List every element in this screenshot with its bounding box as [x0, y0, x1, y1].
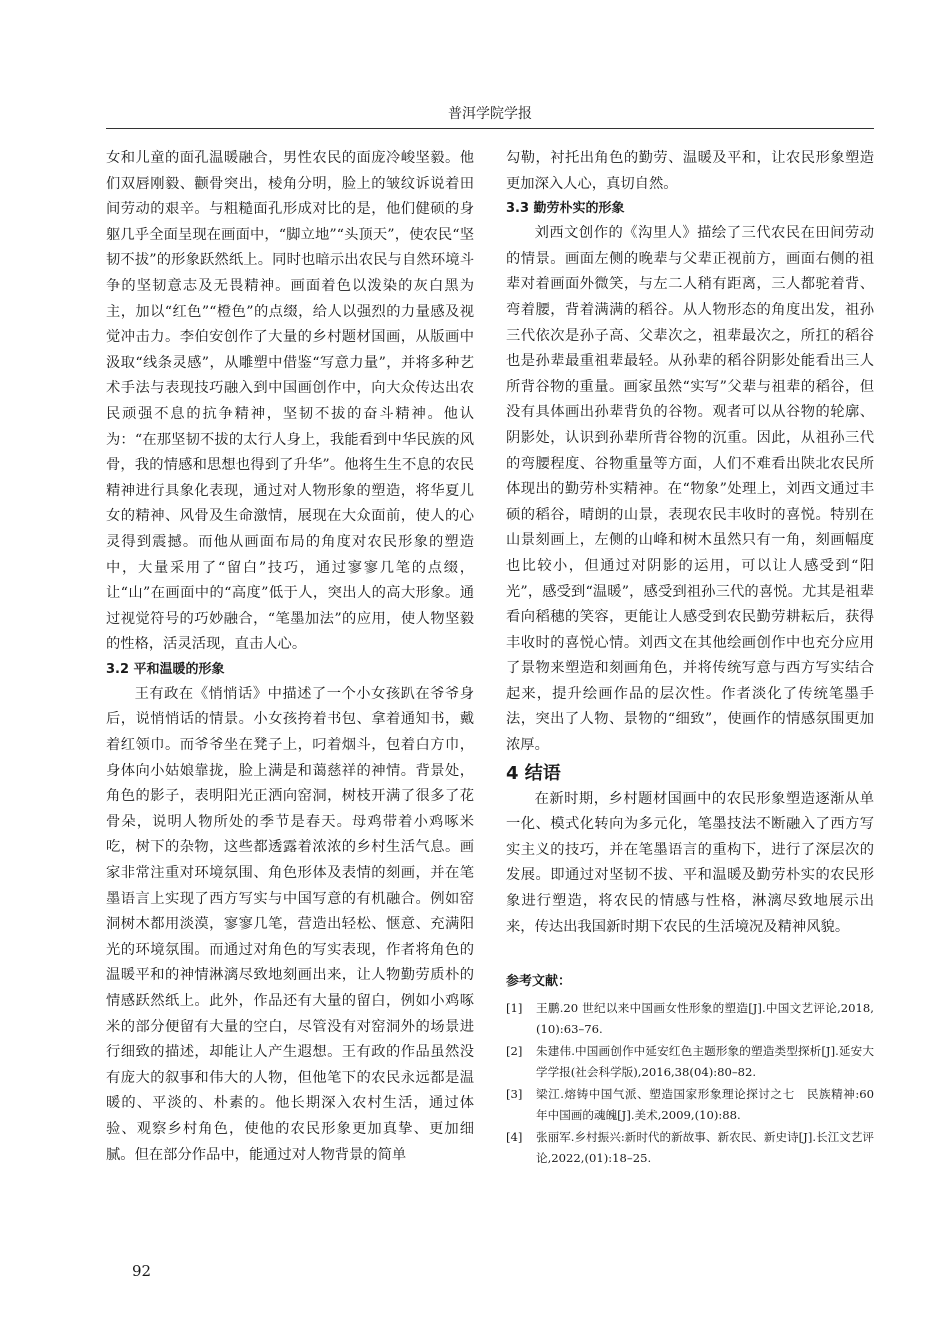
section-4-heading: 4 结语 — [506, 762, 561, 784]
reference-text: 张丽军.乡村振兴:新时代的新故事、新农民、新史诗[J].长江文艺评论,2022,(01):18–25. — [536, 1130, 875, 1165]
reference-number: [3] — [506, 1087, 523, 1102]
section-3-3-heading: 3.3 勤劳朴实的形象 — [506, 201, 625, 217]
reference-text: 王鹏.20 世纪以来中国画女性形象的塑造[J].中国文艺评论,2018,(10):63–76. — [536, 1001, 874, 1036]
reference-text: 朱建伟.中国画创作中延安红色主题形象的塑造类型探析[J].延安大学学报(社会科学版),2016,38(04):80–82. — [536, 1044, 874, 1079]
journal-title: 普洱学院学报 — [448, 106, 532, 122]
paragraph-wang-youzheng: 王有政在《悄悄话》中描述了一个小女孩趴在爷爷身后，说悄悄话的情景。小女孩挎着书包、拿着通知书，戴着红领巾。而爷爷坐在凳子上，叼着烟斗，包着白方巾，身体向小姑娘靠拢，脸上满是和蔼慈祥的神情。背景处，角色的影子，表明阳光正洒向窑洞，树枝开满了很多了花骨朵，说明人物所处的季节是春天。母鸡带着小鸡啄米吃，树下的杂物，这些都透露着浓浓的乡村生活气息。画家非常注重对环境氛围、角色形体及表情的刻画，并在笔墨语言上实现了西方写实与中国写意的有机融合。例如窑洞树木都用淡漠，寥寥几笔，营造出轻松、惬意、充满阳光的环境氛围。而通过对角色的写实表现，作者将角色的温暖平和的神情淋漓尽致地刻画出来，让人物勤劳质朴的情感跃然纸上。此外，作品还有大量的留白，例如小鸡啄米的部分便留有大量的空白，尽管没有对窑洞外的场景进行细致的描述，却能让人产生遐想。王有政的作品虽然没有庞大的叙事和伟大的人物，但他笔下的农民永远都是温暖的、平淡的、朴素的。他长期深入农村生活，通过体验、观察乡村角色，使他的农民形象更加真挚、更加细腻。但在部分作品中，能通过对人物背景的简单 — [106, 685, 474, 1163]
reference-item — [506, 1041, 874, 1082]
paragraph-continued: 勾勒，衬托出角色的勤劳、温暖及平和，让农民形象塑造更加深入人心，真切自然。 — [506, 150, 874, 192]
reference-number: [4] — [506, 1130, 523, 1145]
paragraph-conclusion: 在新时期，乡村题材国画中的农民形象塑造逐渐从单一化、模式化转向为多元化，笔墨技法不断融入了西方写实主义的技巧，并在笔墨语言的重构下，进行了深层次的发展。即通过对坚韧不拔、平和温暖及勤劳朴实的农民形象进行塑造，将农民的情感与性格，淋漓尽致地展示出来，传达出我国新时期下农民的生活境况及精神风貌。 — [506, 790, 874, 935]
running-header — [106, 104, 874, 129]
paragraph-liu-xiwen: 刘西文创作的《沟里人》描绘了三代农民在田间劳动的情景。画面左侧的晚辈与父辈正视前方，画面右侧的祖辈对着画面外微笑，与左二人稍有距离，三人都驼着背、弯着腰，背着满满的稻谷。从人物形态的角度出发，祖孙三代依次是孙子高、父辈次之，祖辈最次之，所扛的稻谷也是孙辈最重祖辈最轻。从孙辈的稻谷阴影处能看出三人所背谷物的重量。画家虽然“实写”父辈与祖辈的稻谷，但没有具体画出孙辈背负的谷物。观者可以从谷物的轮廓、阴影处，认识到孙辈所背谷物的沉重。因此，从祖孙三代的弯腰程度、谷物重量等方面，人们不难看出陕北农民所体现出的勤劳朴实精神。在“物象”处理上，刘西文通过丰硕的稻谷，晴朗的山景，表现农民丰收时的喜悦。特别在山景刻画上，左侧的山峰和树木虽然只有一角，刻画幅度也比较小，但通过对阴影的运用，可以让人感受到“阳光”，感受到“温暖”，感受到祖孙三代的喜悦。尤其是祖辈看向稻穗的笑容，更能让人感受到农民勤劳耕耘后，获得丰收时的喜悦心情。刘西文在其他绘画创作中也充分应用了景物来塑造和刻画角色，并将传统写意与西方写实结合起来，提升绘画作品的层次性。作者淡化了传统笔墨手法，突出了人物、景物的“细致”，使画作的情感氛围更加浓厚。 — [506, 225, 874, 754]
page-number: 92 — [132, 1262, 152, 1280]
right-column — [506, 146, 874, 1170]
reference-text: 梁江.熔铸中国气派、塑造国家形象理论探讨之七 民族精神:60 年中国画的魂魄[J].美术,2009,(10):88. — [536, 1087, 874, 1122]
paragraph-li-boan: 女和儿童的面孔温暖融合，男性农民的面庞冷峻坚毅。他们双唇刚毅、颧骨突出，棱角分明，脸上的皱纹诉说着田间劳动的艰辛。与粗糙面孔形成对比的是，他们健硕的身躯几乎全面呈现在画面中，“脚立地”“头顶天”，使农民“坚韧不拔”的形象跃然纸上。同时也暗示出农民与自然环境斗争的坚韧意志及无畏精神。画面着色以泼染的灰白黑为主，加以“红色”“橙色”的点缀，给人以强烈的力量感及视觉冲击力。李伯安创作了大量的乡村题材国画，从版画中汲取“线条灵感”，从雕塑中借鉴“写意力量”，并将多种艺术手法与表现技巧融入到中国画创作中，向大众传达出农民顽强不息的抗争精神，坚韧不拔的奋斗精神。他认为：“在那坚韧不拔的太行人身上，我能看到中华民族的风骨，我的情感和思想也得到了升华”。他将生生不息的农民精神进行具象化表现，通过对人物形象的塑造，将华夏儿女的精神、风骨及生命激情，展现在大众面前，使人的心灵得到震撼。而他从画面布局的角度对农民形象的塑造中，大量采用了“留白”技巧，通过寥寥几笔的点缀，让“山”在画面中的“高度”低于人，突出人的高大形象。通过视觉符号的巧妙融合，“笔墨加法”的应用，使人物坚毅的性格，活灵活现，直击人心。 — [106, 150, 474, 653]
reference-item — [506, 1127, 874, 1168]
reference-number: [1] — [506, 1001, 523, 1016]
reference-item — [506, 1084, 874, 1125]
reference-item — [506, 998, 874, 1039]
reference-number: [2] — [506, 1044, 523, 1059]
references-title: 参考文献： — [506, 974, 572, 990]
section-3-2-heading: 3.2 平和温暖的形象 — [106, 661, 225, 677]
left-column — [106, 146, 474, 1168]
